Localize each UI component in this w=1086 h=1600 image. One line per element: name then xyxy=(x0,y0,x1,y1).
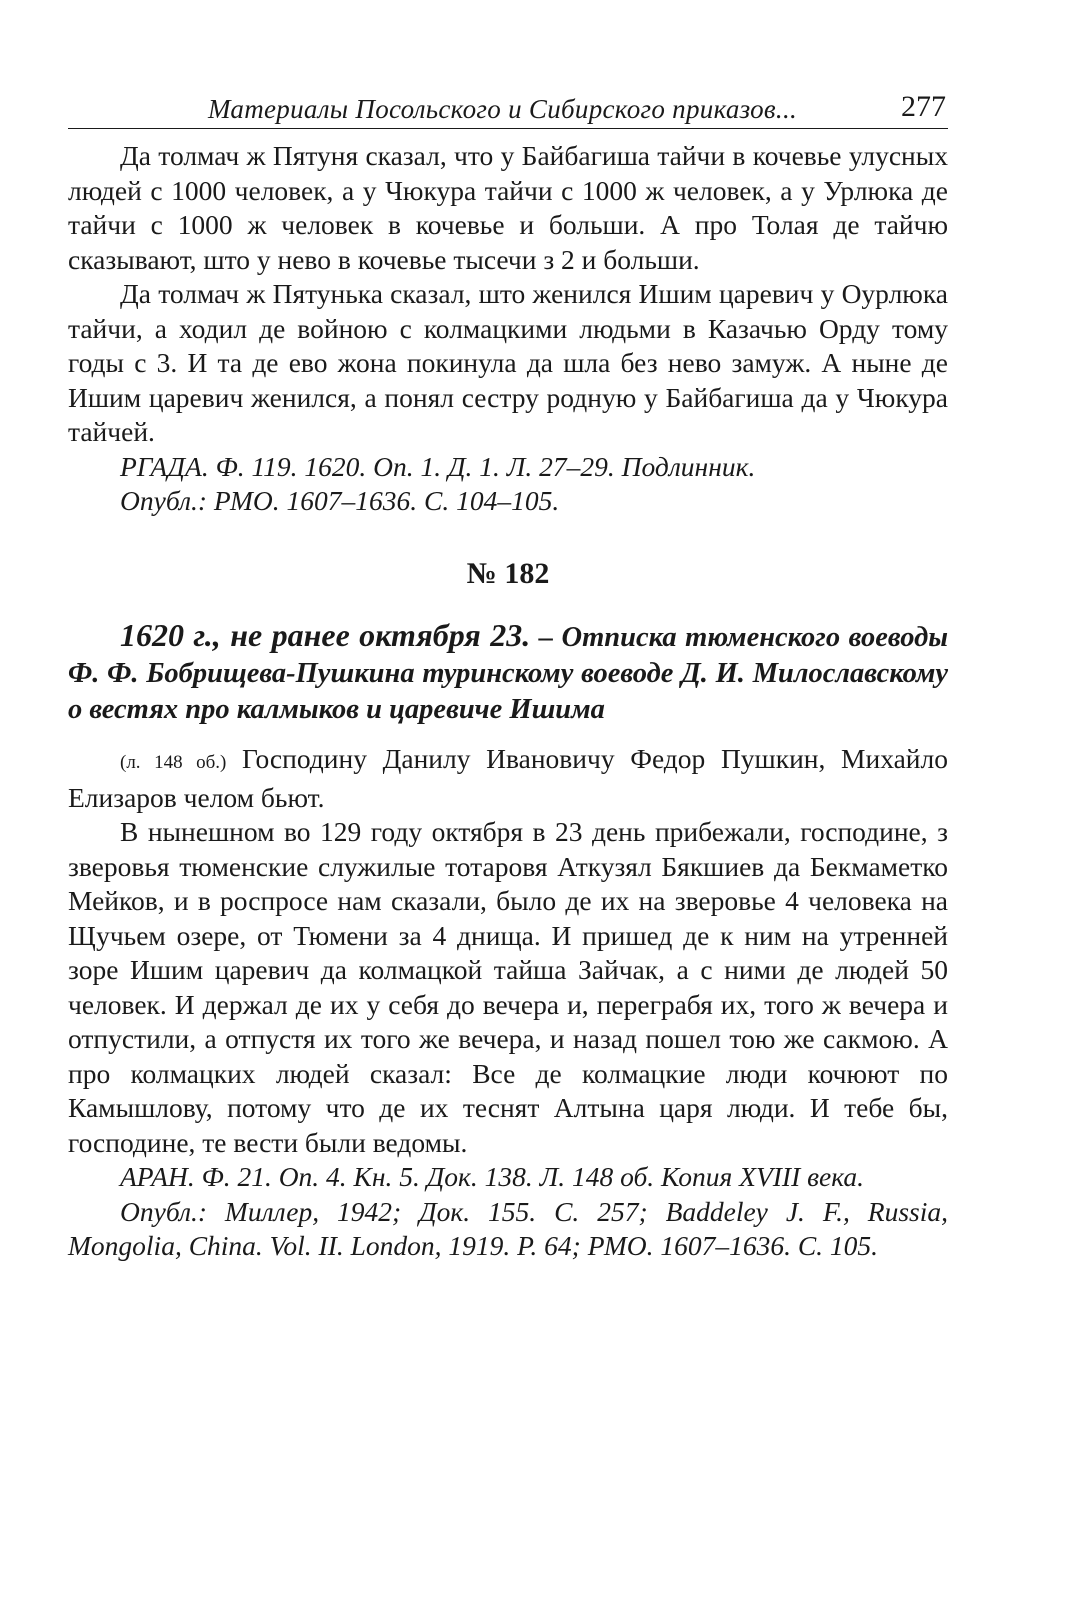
running-title: Материалы Посольского и Сибирского приказов... xyxy=(208,94,798,124)
archive-source-citation: РГАДА. Ф. 119. 1620. Оп. 1. Д. 1. Л. 27–29. Подлинник. xyxy=(120,450,756,482)
book-page xyxy=(68,78,948,1284)
paragraph: Да толмач ж Пятунька сказал, што женился Ишим царевич у Оурлюка тайчи, а ходил де войною с колмацкими людьми в Казачью Орду тому годы с 3. И та де ево жона покинула да шла без нево замуж. А ныне де Ишим царевич женился, а понял сестру родную у Байбагиша да у Чюкура тайчей. xyxy=(68,278,948,447)
paragraph: В нынешном во 129 году октября в 23 день прибежали, господине, з зверовья тюменские служилые тотаровя Аткузял Бякшиев да Бекмаметко Мейков, и в роспросе нам сказали, было де их на зверовье 4 человека на Щучьем озере, от Тюмени за 4 днища. И пришед де к ним на утренней зоре Ишим царевич да колмацкой тайша Зайчак, а с ними де людей 50 человек. И держал де их у себя до вечера и, переграбя их, того ж вечера и отпустили, а отпустя их того же вечера, и назад пошел тою же сакмою. А про колмацких людей сказал: Все де колмацкие люди кочюют по Камышлову, потому что де их теснят Алтына царя люди. И тебе бы, господине, те вести были ведомы. xyxy=(68,816,948,1158)
running-header xyxy=(68,78,948,129)
publication-citation: Опубл.: Миллер, 1942; Док. 155. С. 257; Baddeley J. F., Russia, Mongolia, China. Vol. II. London, 1919. P. 64; РМО. 1607–1636. С. 105. xyxy=(68,1195,948,1261)
page-body xyxy=(68,139,948,1284)
paragraph: Да толмач ж Пятуня сказал, что у Байбагиша тайчи в кочевье улусных людей с 1000 человек, а у Чюкура тайчи с 1000 ж человек, а у Урлюка де тайчи с 1000 ж человек в кочевье и больши. А про Толая де тайчю сказывают, што у нево в кочевье тысечи з 2 и больши. xyxy=(68,140,948,275)
document-heading-date: 1620 г., не ранее октября 23. xyxy=(120,617,531,653)
document-heading xyxy=(68,617,948,728)
document-opening xyxy=(68,742,948,815)
page-bottom-margin xyxy=(68,1264,948,1284)
archive-source-citation: АРАН. Ф. 21. Оп. 4. Кн. 5. Док. 138. Л. 148 об. Копия XVIII века. xyxy=(120,1161,865,1192)
folio-note: (л. 148 об.) xyxy=(120,752,227,773)
opening-text: Господину Данилу Ивановичу Федор Пушкин, Михайло Елизаров челом бьют. xyxy=(68,743,948,813)
document-number: № 182 xyxy=(466,556,550,590)
publication-citation: Опубл.: РМО. 1607–1636. С. 104–105. xyxy=(120,485,560,516)
page-number: 277 xyxy=(901,90,946,123)
document-heading-text: – Отписка тюменского воеводы Ф. Ф. Бобрищева-Пушкина туринскому воеводе Д. И. Милославскому о вестях про калмыков и царевиче Ишима xyxy=(68,622,949,725)
